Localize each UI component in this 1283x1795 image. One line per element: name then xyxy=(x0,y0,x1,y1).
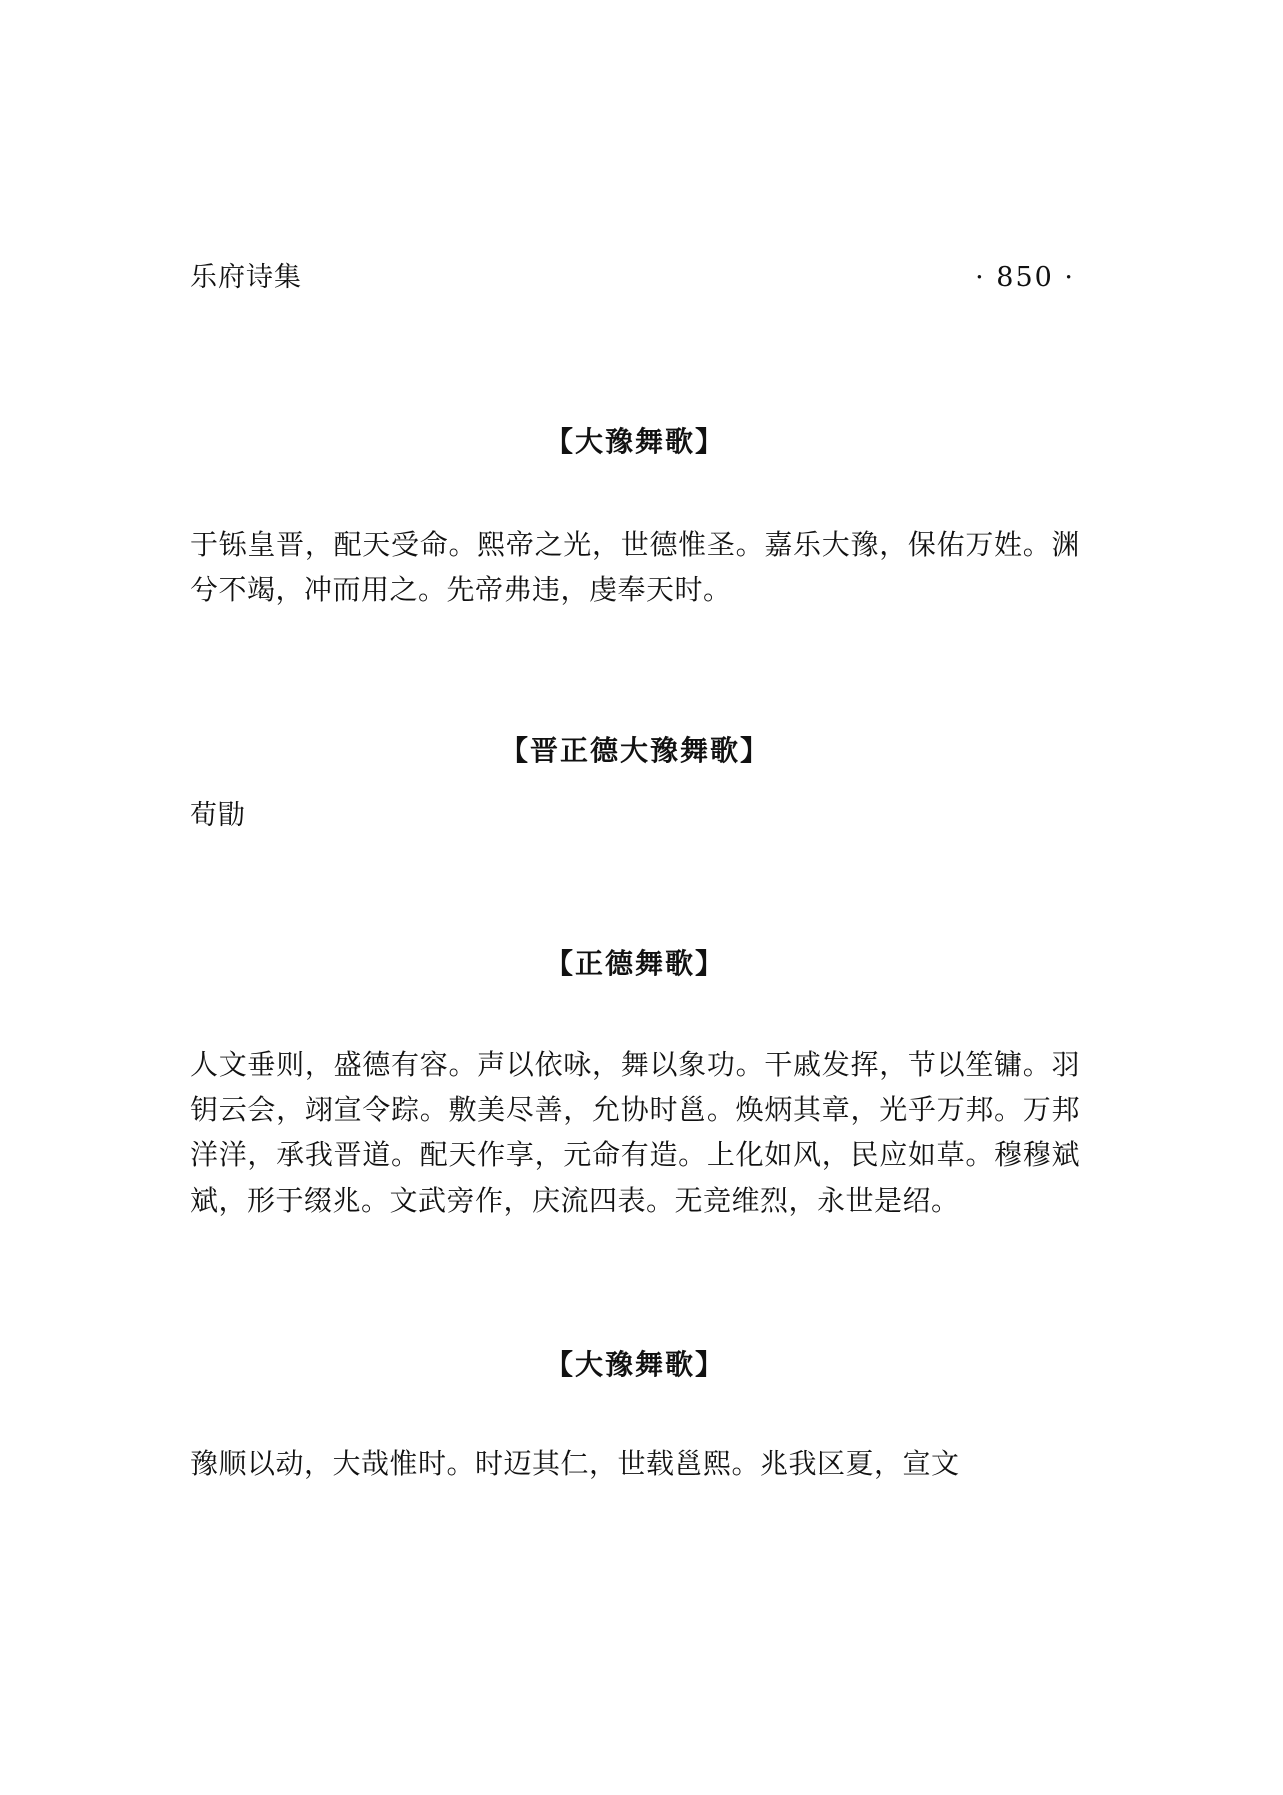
spacer xyxy=(190,832,1080,942)
section-2 xyxy=(190,729,1080,832)
poem-body: 豫顺以动，大哉惟时。时迈其仁，世载邕熙。兆我区夏，宣文 xyxy=(190,1447,960,1481)
poem-body: 于铄皇晋，配天受命。熙帝之光，世德惟圣。嘉乐大豫，保佑万姓。渊兮不竭，冲而用之。先帝弗违，虔奉天时。 xyxy=(190,528,1080,607)
page-content xyxy=(190,420,1080,1487)
spacer xyxy=(190,460,1080,522)
section-author: 荀勖 xyxy=(190,799,246,831)
spacer xyxy=(190,1223,1080,1343)
page-header xyxy=(190,255,1075,294)
section-4 xyxy=(190,1343,1080,1486)
section-title: 【正德舞歌】 xyxy=(544,946,725,980)
poem-body: 人文垂则，盛德有容。声以依咏，舞以象功。干戚发挥，节以笙镛。羽钥云会，翊宣令踪。敷美尽善，允协时邕。焕炳其章，光乎万邦。万邦洋洋，承我晋道。配天作享，元命有造。上化如风，民应如草。穆穆斌斌，形于缀兆。文武旁作，庆流四表。无竞维烈，永世是绍。 xyxy=(190,1047,1080,1217)
spacer xyxy=(190,982,1080,1042)
book-title: 乐府诗集 xyxy=(190,262,302,293)
section-title: 【晋正德大豫舞歌】 xyxy=(499,733,770,767)
section-1 xyxy=(190,420,1080,613)
spacer xyxy=(190,613,1080,729)
section-3 xyxy=(190,942,1080,1223)
spacer xyxy=(190,1383,1080,1441)
section-title: 【大豫舞歌】 xyxy=(544,1348,725,1382)
page-number: · 850 · xyxy=(975,262,1075,293)
section-title: 【大豫舞歌】 xyxy=(544,425,725,458)
